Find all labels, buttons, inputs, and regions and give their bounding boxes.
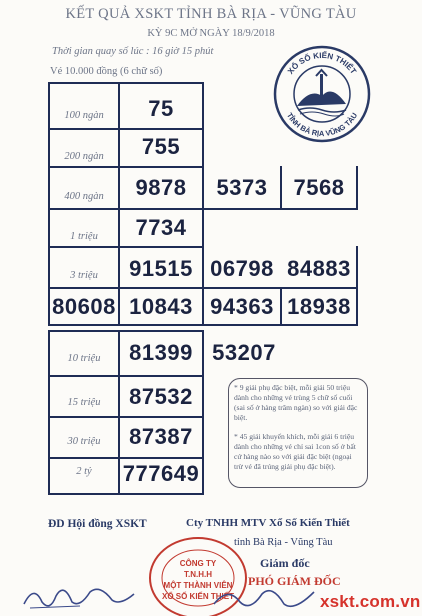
special-prize-number: 777649 bbox=[122, 461, 200, 486]
winning-number: 53207 bbox=[212, 340, 276, 365]
seal-line-2: T.N.H.H bbox=[184, 570, 212, 579]
watermark: xskt.com.vn bbox=[320, 592, 421, 611]
company-name: Cty TNHH MTV Xổ Số Kiến Thiết bbox=[186, 517, 350, 529]
grid-line bbox=[202, 330, 204, 494]
seal-line-1: CÔNG TY bbox=[179, 559, 217, 568]
signature-right bbox=[210, 582, 320, 614]
winning-number: 84883 bbox=[287, 256, 351, 281]
deputy-director-title: PHÓ GIÁM ĐỐC bbox=[248, 574, 341, 588]
prize-label-2b: 2 tỷ bbox=[76, 466, 92, 477]
prize-label-30m: 30 triệu bbox=[67, 436, 101, 447]
note-encouragement: * 45 giải khuyến khích, mỗi giải 6 triệu dành cho những vé chỉ sai 1con số ở bất cứ hàng nào so với giải đặc biệt (ngoại trừ vé đã trúng giải phụ đặc biệt). bbox=[234, 432, 356, 471]
winning-number: 5373 bbox=[216, 175, 268, 200]
winning-number: 9878 bbox=[135, 175, 187, 200]
grid-line bbox=[48, 330, 204, 332]
grid-line bbox=[48, 375, 204, 377]
director-title: Giám đốc bbox=[260, 556, 310, 570]
grid-line bbox=[48, 128, 204, 130]
grid-line bbox=[48, 493, 204, 495]
seal-line-4: XỔ SỐ KIẾN THIẾT bbox=[161, 592, 235, 601]
prize-label-3m: 3 triệu bbox=[70, 270, 98, 281]
grid-line bbox=[48, 82, 204, 84]
grid-line bbox=[356, 246, 358, 325]
winning-number: 87532 bbox=[129, 384, 193, 409]
winning-number: 94363 bbox=[210, 294, 274, 319]
winning-number: 80608 bbox=[52, 294, 116, 319]
draw-time: Thời gian quay số lúc : 16 giờ 15 phút bbox=[52, 46, 214, 57]
draw-period: KỲ 9C MỞ NGÀY 18/9/2018 bbox=[147, 28, 275, 39]
prize-label-10m: 10 triệu bbox=[67, 353, 101, 364]
winning-number: 7568 bbox=[293, 175, 345, 200]
prize-label-1m: 1 triệu bbox=[70, 231, 98, 242]
grid-line bbox=[48, 246, 204, 248]
statue-landscape-icon bbox=[297, 70, 346, 116]
winning-number: 10843 bbox=[129, 294, 193, 319]
grid-line bbox=[48, 166, 204, 168]
company-province: tỉnh Bà Rịa - Vũng Tàu bbox=[234, 537, 333, 548]
prize-label-100k: 100 ngàn bbox=[64, 110, 104, 121]
grid-line bbox=[48, 416, 204, 418]
prize-label-400k: 400 ngàn bbox=[64, 191, 104, 202]
winning-number: 755 bbox=[141, 134, 181, 159]
logo-ring-bottom: TỈNH BÀ RỊA VŨNG TÀU bbox=[284, 111, 360, 139]
page-title: KẾT QUẢ XSKT TỈNH BÀ RỊA - VŨNG TÀU bbox=[65, 6, 357, 22]
prize-label-15m: 15 triệu bbox=[67, 397, 101, 408]
logo-ring-top: XỔ SỐ KIẾN THIẾT bbox=[285, 50, 359, 76]
winning-number: 18938 bbox=[287, 294, 351, 319]
prize-label-200k: 200 ngàn bbox=[64, 151, 104, 162]
grid-line bbox=[48, 457, 204, 459]
lottery-logo bbox=[272, 44, 372, 144]
winning-number: 7734 bbox=[135, 215, 187, 240]
winning-number: 87387 bbox=[129, 424, 193, 449]
signature-left bbox=[20, 578, 140, 614]
ticket-info: Vé 10.000 đồng (6 chữ số) bbox=[50, 66, 163, 77]
note-special-consolation: * 9 giải phụ đặc biệt, mỗi giải 50 triệu dành cho những vé trùng 5 chữ số cuối (sai số ở hàng trăm ngàn) so với giải đặc biệt. bbox=[234, 383, 358, 422]
seal-line-3: MỘT THÀNH VIÊN bbox=[163, 581, 233, 590]
council-representative: ĐD Hội đồng XSKT bbox=[48, 518, 147, 530]
winning-number: 91515 bbox=[129, 256, 193, 281]
winning-number: 75 bbox=[148, 96, 174, 121]
grid-line bbox=[356, 166, 358, 208]
winning-number: 81399 bbox=[129, 340, 193, 365]
winning-number: 06798 bbox=[210, 256, 274, 281]
